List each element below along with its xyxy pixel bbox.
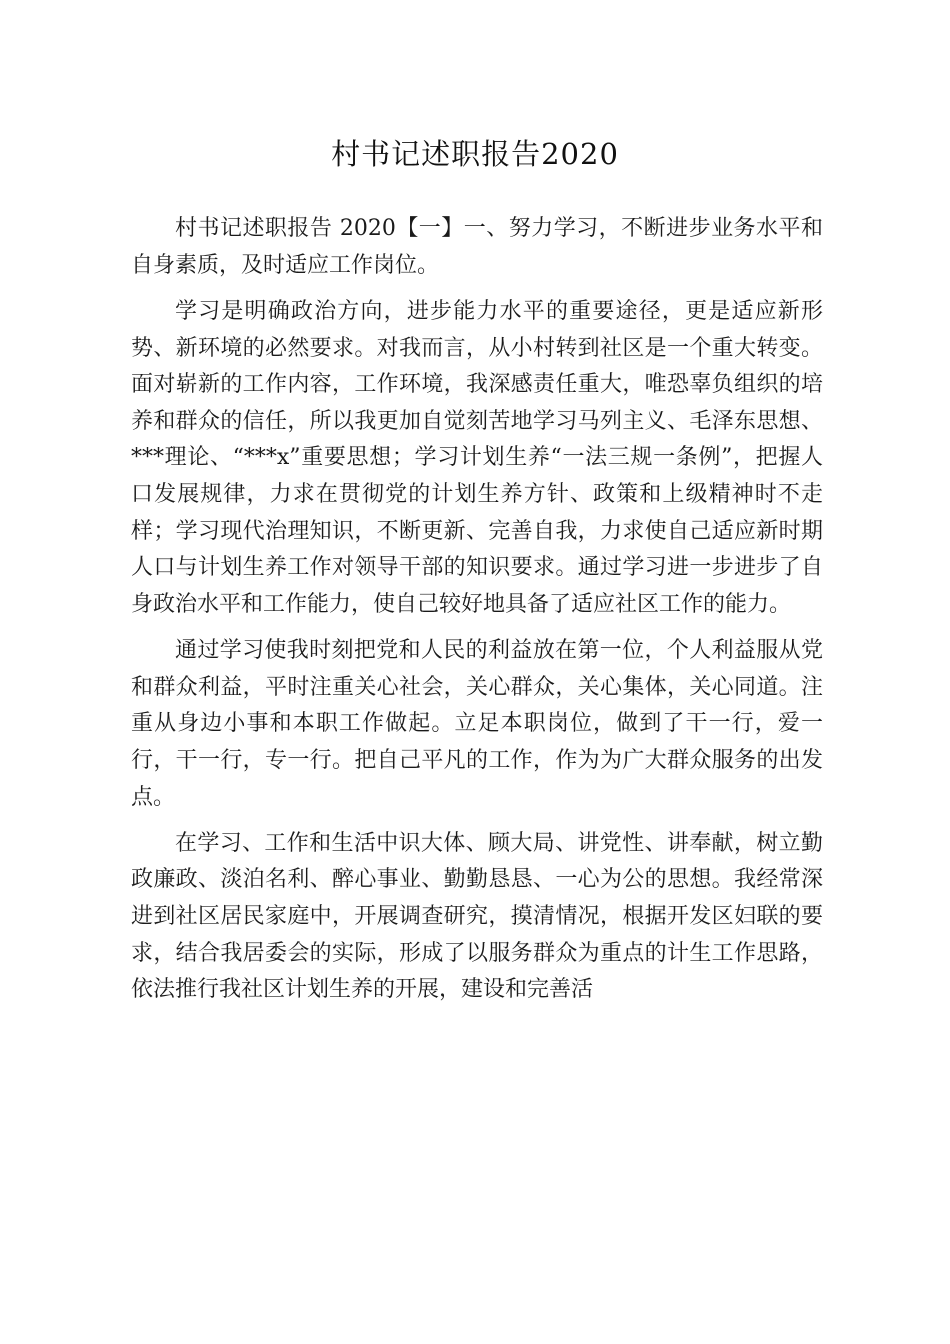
document-body [131, 211, 823, 1019]
paragraph: 通过学习使我时刻把党和人民的利益放在第一位，个人利益服从党和群众利益，平时注重关心社会，关心群众，关心集体，关心同道。注重从身边小事和本职工作做起。立足本职岗位，做到了干一行，爱一行，干一行，专一行。把自己平凡的工作，作为为广大群众服务的出发点。 [131, 638, 823, 810]
paragraph: 学习是明确政治方向，进步能力水平的重要途径，更是适应新形势、新环境的必然要求。对我而言，从小村转到社区是一个重大转变。面对崭新的工作内容，工作环境，我深感责任重大，唯恐辜负组织的培养和群众的信任，所以我更加自觉刻苦地学习马列主义、毛泽东思想、***理论、“***x”重要思想；学习计划生养“一法三规一条例”，把握人口发展规律，力求在贯彻党的计划生养方针、政策和上级精神时不走样；学习现代治理知识，不断更新、完善自我，力求使自己适应新时期人口与计划生养工作对领导干部的知识要求。通过学习进一步进步了自身政治水平和工作能力，使自己较好地具备了适应社区工作的能力。 [131, 298, 823, 617]
paragraph: 村书记述职报告 2020【一】一、努力学习，不断进步业务水平和自身素质，及时适应工作岗位。 [131, 216, 823, 278]
paragraph: 在学习、工作和生活中识大体、顾大局、讲党性、讲奉献，树立勤政廉政、淡泊名利、醉心事业、勤勤恳恳、一心为公的思想。我经常深进到社区居民家庭中，开展调查研究，摸清情况，根据开发区妇联的要求，结合我居委会的实际，形成了以服务群众为重点的计生工作思路，依法推行我社区计划生养的开展，建设和完善活 [131, 830, 823, 1003]
document-title: 村书记述职报告2020 [331, 137, 619, 171]
